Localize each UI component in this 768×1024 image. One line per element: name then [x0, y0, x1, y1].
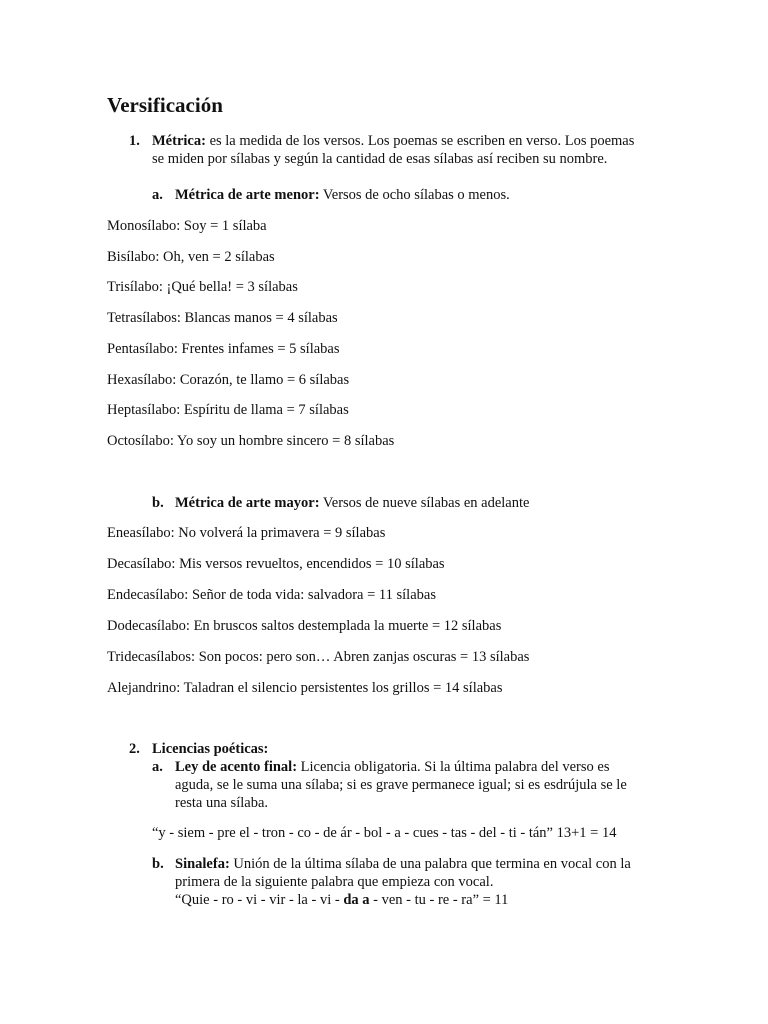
sinalefa-example-pre: “Quie - ro - vi - vir - la - vi -: [175, 892, 344, 908]
ley-acento-text-line2: aguda, se le suma una sílaba; si es grave permanece igual; si es esdrújula se le: [175, 777, 627, 793]
sinalefa-text-line1: Unión de la última sílaba de una palabra que termina en vocal con la: [229, 856, 631, 872]
arte-mayor-item: Alejandrino: Taladran el silencio persistentes los grillos = 14 sílabas: [107, 680, 503, 696]
arte-menor-item: Monosílabo: Soy = 1 sílaba: [107, 218, 267, 234]
arte-menor-item: Octosílabo: Yo soy un hombre sincero = 8 sílabas: [107, 433, 395, 449]
section1-text-line2: se miden por sílabas y según la cantidad de esas sílabas así reciben su nombre.: [152, 151, 608, 167]
sinalefa-example: [175, 891, 508, 909]
ley-acento-example: “y - siem - pre el - tron - co - de ár - bol - a - cues - tas - del - ti - tán” 13+1 = 14: [152, 825, 617, 841]
arte-menor-item: Heptasílabo: Espíritu de llama = 7 sílabas: [107, 402, 349, 418]
arte-mayor-item: Tridecasílabos: Son pocos: pero son… Abren zanjas oscuras = 13 sílabas: [107, 649, 530, 665]
arte-menor-heading: Métrica de arte menor:: [175, 187, 320, 203]
arte-menor-item: Pentasílabo: Frentes infames = 5 sílabas: [107, 341, 340, 357]
section2-sub-b-line1: [175, 855, 631, 873]
ley-acento-text-line1: Licencia obligatoria. Si la última palabra del verso es: [297, 759, 610, 775]
arte-mayor-item: Eneasílabo: No volverá la primavera = 9 sílabas: [107, 525, 386, 541]
arte-menor-text: Versos de ocho sílabas o menos.: [319, 187, 510, 203]
sinalefa-example-post: - ven - tu - re - ra” = 11: [369, 892, 509, 908]
section1-sub-a-letter: a.: [152, 187, 163, 203]
section1-text-line1: es la medida de los versos. Los poemas se escriben en verso. Los poemas: [205, 133, 635, 149]
arte-menor-item: Tetrasílabos: Blancas manos = 4 sílabas: [107, 310, 338, 326]
section1-number: 1.: [129, 133, 140, 149]
arte-mayor-item: Decasílabo: Mis versos revueltos, encendidos = 10 sílabas: [107, 556, 445, 572]
section2-heading: [152, 740, 268, 758]
arte-mayor-heading: Métrica de arte mayor:: [175, 495, 320, 511]
section1-line1: [152, 132, 634, 150]
section1-sub-a: [175, 186, 510, 204]
ley-acento-heading: Ley de acento final:: [175, 759, 298, 775]
page-title: Versificación: [107, 93, 223, 117]
arte-menor-item: Bisílabo: Oh, ven = 2 sílabas: [107, 249, 275, 265]
sinalefa-text-line2: primera de la siguiente palabra que empieza con vocal.: [175, 874, 494, 890]
arte-menor-item: Hexasílabo: Corazón, te llamo = 6 sílabas: [107, 372, 350, 388]
arte-menor-item: Trisílabo: ¡Qué bella! = 3 sílabas: [107, 279, 298, 295]
section1-heading: Métrica:: [152, 133, 206, 149]
sinalefa-example-bold: da a: [343, 892, 370, 908]
section2-sub-a-letter: a.: [152, 759, 163, 775]
arte-mayor-text: Versos de nueve sílabas en adelante: [319, 495, 530, 511]
section1-sub-b: [175, 494, 529, 512]
sinalefa-heading: Sinalefa:: [175, 856, 230, 872]
licencias-heading: Licencias poéticas:: [152, 741, 269, 757]
arte-mayor-item: Endecasílabo: Señor de toda vida: salvadora = 11 sílabas: [107, 587, 436, 603]
section2-number: 2.: [129, 741, 140, 757]
section1-sub-b-letter: b.: [152, 495, 164, 511]
ley-acento-text-line3: resta una sílaba.: [175, 795, 269, 811]
arte-mayor-item: Dodecasílabo: En bruscos saltos destemplada la muerte = 12 sílabas: [107, 618, 502, 634]
section2-sub-b-letter: b.: [152, 856, 164, 872]
section2-sub-a-line1: [175, 758, 609, 776]
